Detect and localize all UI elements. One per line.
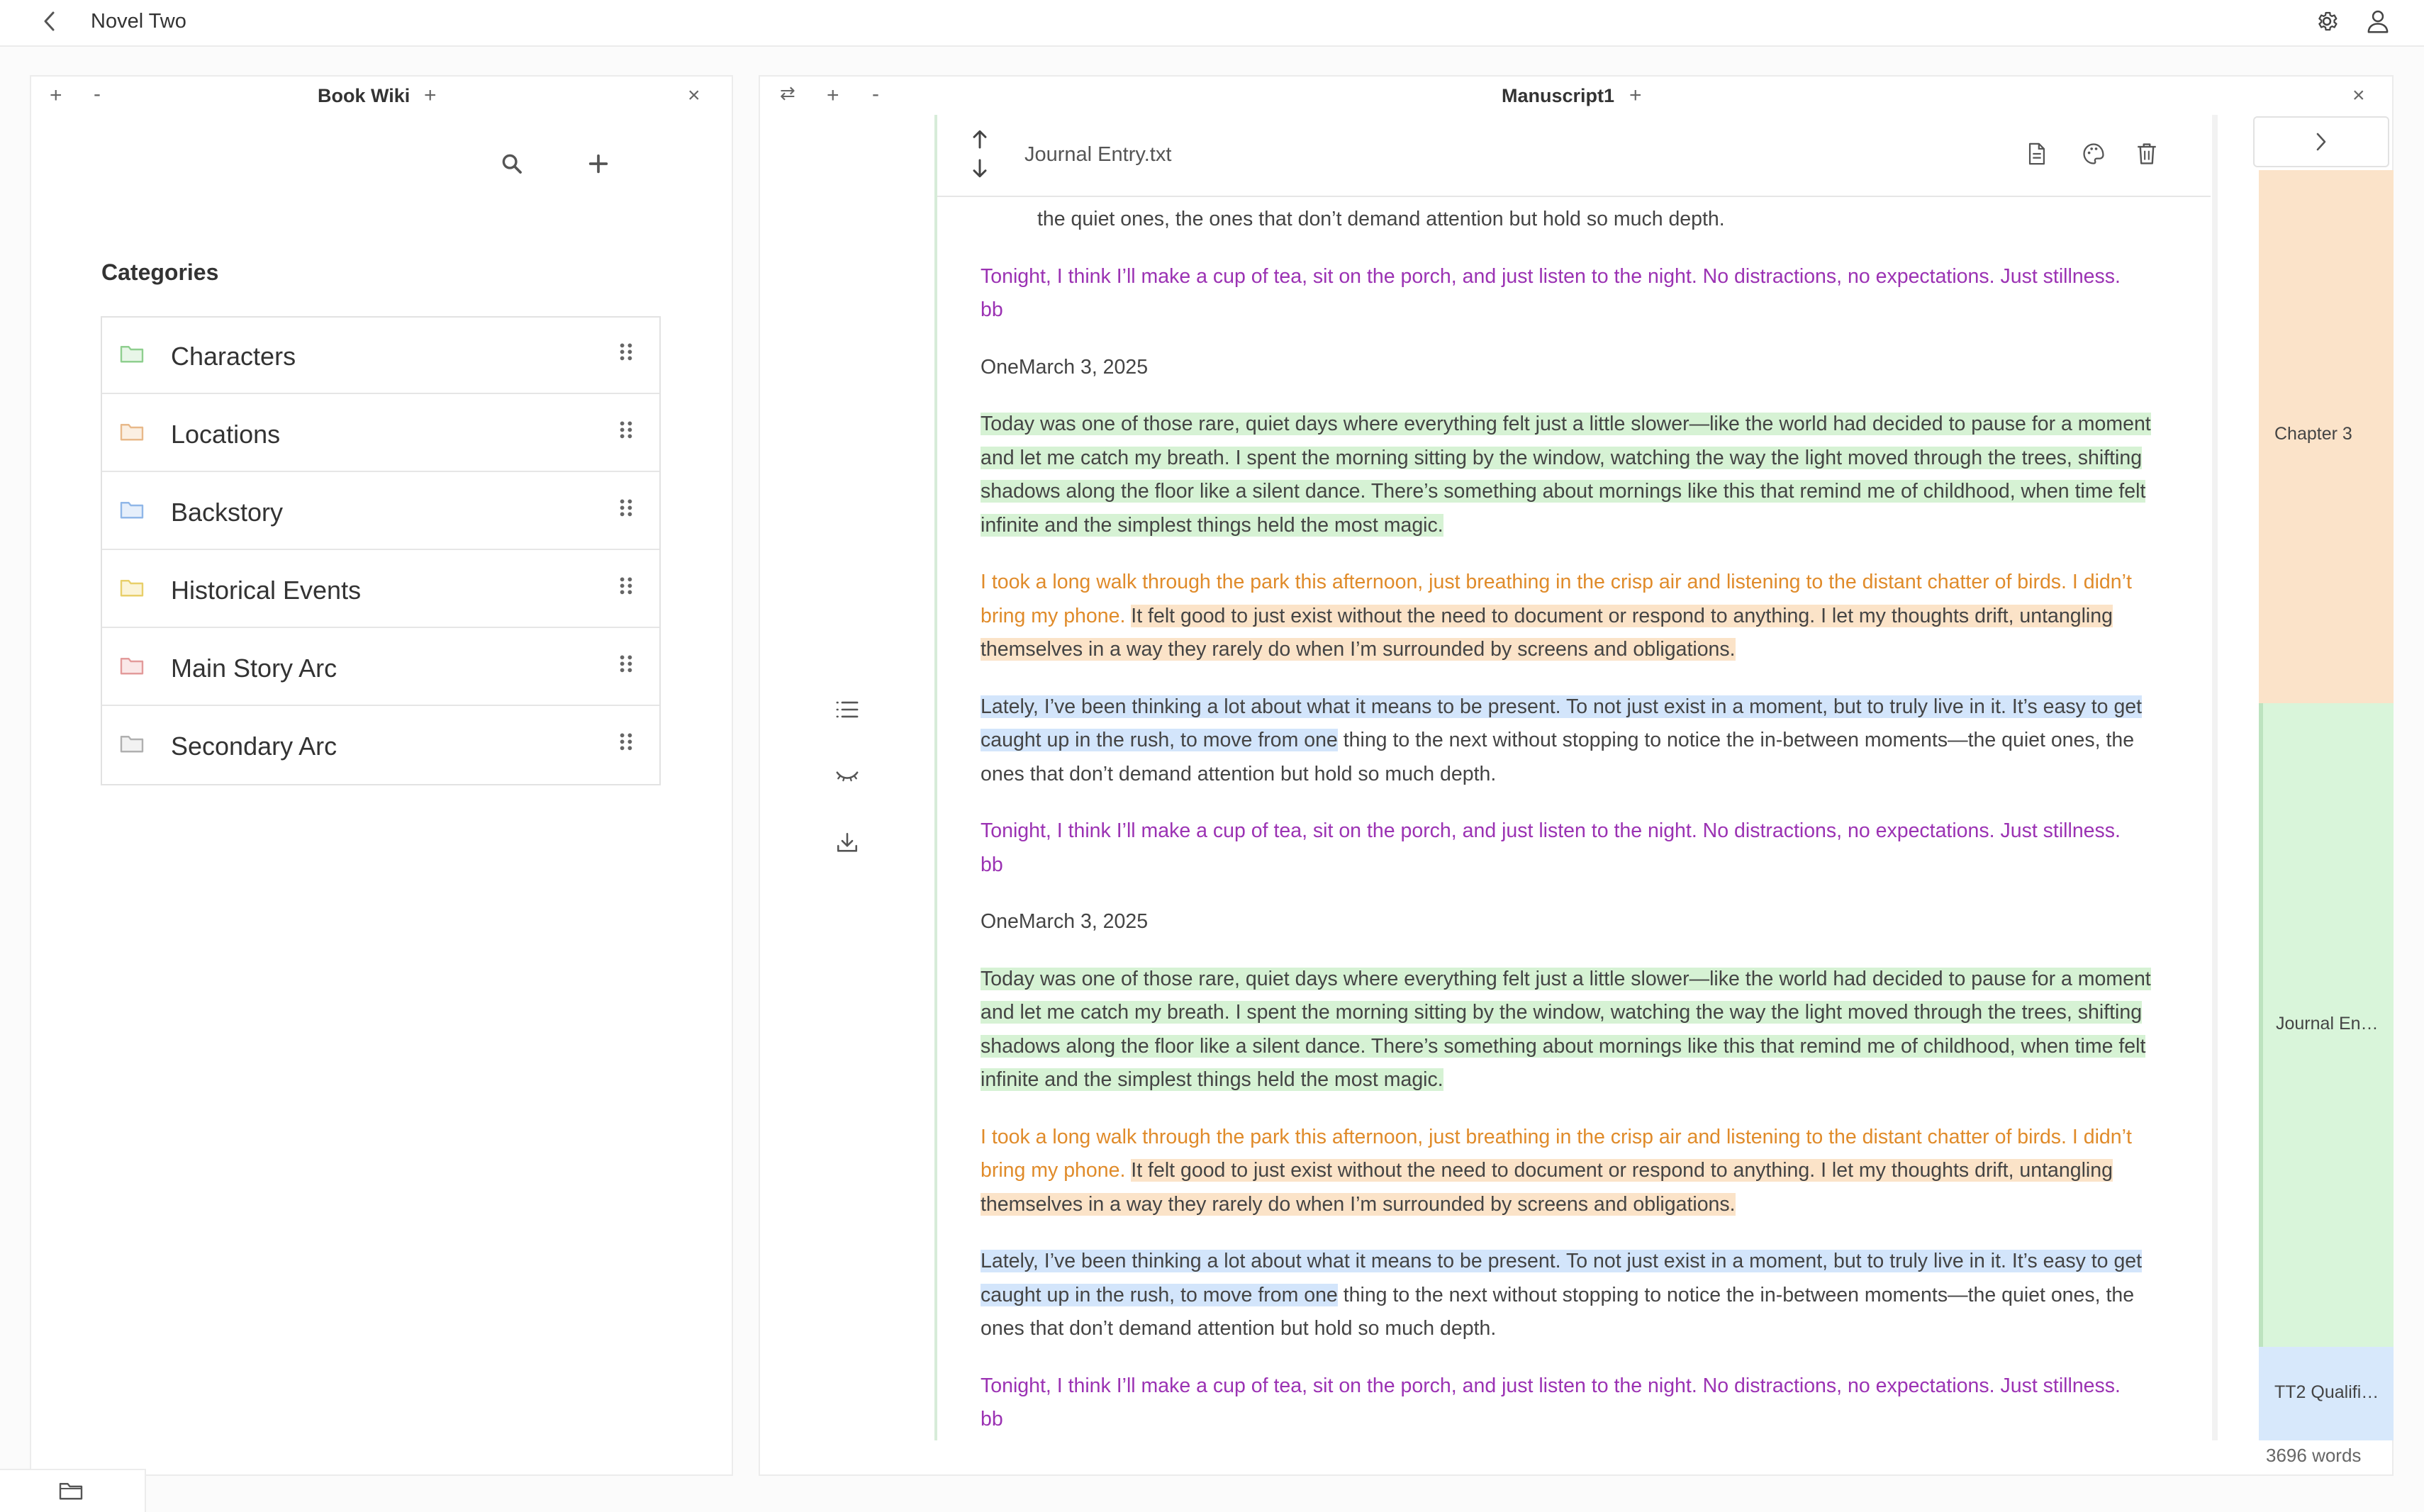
- project-title: Novel Two: [91, 10, 186, 33]
- wiki-search-button[interactable]: [500, 152, 524, 176]
- orange-text: I took a long walk through the park this afternoon, just breathing in the crisp air and listening to the distant chatter of birds. I didn’t bring my phone.: [981, 571, 2132, 627]
- paragraph-text: thing to the next without stopping to notice the in-between moments—the quiet ones, the ones that don’t demand attention but hold so much depth.: [981, 729, 2135, 785]
- chevron-left-icon: [42, 11, 57, 32]
- date-line: OneMarch 3, 2025: [981, 910, 1149, 933]
- list-icon: [835, 699, 859, 720]
- paragraph-text: bb: [981, 298, 1003, 321]
- manuscript-panel-title: Manuscript1: [1502, 85, 1615, 106]
- document-info-button[interactable]: [2026, 142, 2048, 166]
- wiki-add-category-button[interactable]: [586, 152, 610, 176]
- user-icon: [2366, 9, 2390, 34]
- document-icon: [2026, 142, 2048, 166]
- search-icon: [500, 152, 524, 176]
- drag-handle-icon[interactable]: [618, 342, 634, 367]
- paragraph-text: bb: [981, 853, 1003, 876]
- chapter-segment-tt2[interactable]: [2259, 1347, 2394, 1440]
- category-label: Characters: [171, 342, 296, 371]
- paragraph-text: bb: [981, 1408, 1003, 1430]
- folder-icon: [119, 421, 145, 442]
- arrow-down-icon: [970, 157, 990, 180]
- paragraph-text: Tonight, I think I’ll make a cup of tea, sit on the porch, and just listen to the night. No distractions, no expectations. Just stillness.: [981, 264, 2121, 288]
- folder-icon: [119, 499, 145, 520]
- arrow-up-icon: [970, 128, 990, 150]
- chapter-label: TT2 Qualifi…: [2274, 1382, 2379, 1402]
- paragraph-orange: [981, 566, 2157, 667]
- wiki-panel-title: Book Wiki: [318, 85, 410, 106]
- paragraph-green: [981, 963, 2157, 1097]
- color-palette-button[interactable]: [2082, 142, 2106, 166]
- date-line: OneMarch 3, 2025: [981, 355, 1149, 379]
- chapter-segment-journal-entry[interactable]: [2259, 703, 2394, 1347]
- category-label: Main Story Arc: [171, 654, 337, 683]
- move-down-button[interactable]: [970, 157, 990, 180]
- manuscript-close-button[interactable]: ×: [2352, 84, 2365, 107]
- highlight-green: Today was one of those rare, quiet days where everything felt just a little slower—like the world had decided to pause for a moment and let me catch my breath. I spent the morning sitting by the window, watching the way the light moved through the trees, shifting shadows along the floor like a silent dance. There’s something about mornings like this that remind me of childhood, when time felt infinite and the simplest things held the most magic.: [981, 967, 2151, 1091]
- folder-icon: [119, 343, 145, 364]
- categories-heading: Categories: [101, 259, 219, 285]
- wiki-close-button[interactable]: ×: [688, 84, 700, 107]
- back-button[interactable]: [35, 7, 64, 35]
- chapter-sidebar-toggle[interactable]: [2253, 116, 2389, 167]
- category-label: Locations: [171, 420, 281, 449]
- editor-scrollbar[interactable]: [2212, 115, 2218, 1440]
- category-label: Historical Events: [171, 576, 362, 605]
- highlight-blue: Lately, I’ve been thinking a lot about what it means to be present. To not just exist in a moment, but to truly live in it. It’s easy to get caught up in the rush, to move from one: [981, 1250, 2143, 1306]
- folder-icon: [119, 733, 145, 754]
- category-item-backstory[interactable]: [102, 474, 659, 550]
- category-list: [101, 316, 661, 785]
- paragraph-blue: [981, 690, 2157, 792]
- user-account-button[interactable]: [2364, 6, 2392, 37]
- drag-handle-icon[interactable]: [618, 654, 634, 679]
- paragraph-tonight: [981, 260, 2157, 327]
- wiki-remove-pane-button[interactable]: -: [94, 82, 101, 106]
- paragraph-tonight: [981, 814, 2157, 882]
- eye-closed-icon: [835, 767, 859, 784]
- download-button[interactable]: [835, 831, 859, 855]
- chevron-right-icon: [2314, 131, 2328, 152]
- paragraph-text: Tonight, I think I’ll make a cup of tea, sit on the porch, and just listen to the night. No distractions, no expectations. Just stillness.: [981, 1374, 2121, 1397]
- category-item-secondary-arc[interactable]: [102, 707, 659, 784]
- files-button[interactable]: [58, 1480, 84, 1501]
- category-item-historical-events[interactable]: [102, 551, 659, 628]
- editor-text-area[interactable]: [981, 196, 2157, 1436]
- gear-icon: [2315, 9, 2339, 33]
- chapter-segment-chapter-3[interactable]: [2259, 170, 2394, 703]
- paragraph-orange: [981, 1121, 2157, 1222]
- folder-icon: [119, 655, 145, 676]
- chapter-label: Journal En…: [2276, 1014, 2379, 1034]
- drag-handle-icon[interactable]: [618, 732, 634, 757]
- paragraph-tonight: [981, 1370, 2157, 1437]
- palette-icon: [2082, 142, 2106, 166]
- category-label: Secondary Arc: [171, 732, 337, 761]
- paragraph-green: [981, 408, 2157, 542]
- highlight-green: Today was one of those rare, quiet days where everything felt just a little slower—like the world had decided to pause for a moment and let me catch my breath. I spent the morning sitting by the window, watching the way the light moved through the trees, shifting shadows along the floor like a silent dance. There’s something about mornings like this that remind me of childhood, when time felt infinite and the simplest things held the most magic.: [981, 413, 2151, 537]
- file-name: Journal Entry.txt: [1024, 143, 1172, 166]
- text-line: the quiet ones, the ones that don’t demand attention but hold so much depth.: [1037, 208, 1725, 230]
- plus-icon: [586, 152, 610, 176]
- paragraph-text: Tonight, I think I’ll make a cup of tea, sit on the porch, and just listen to the night. No distractions, no expectations. Just stillness.: [981, 819, 2121, 842]
- trash-icon: [2135, 142, 2158, 166]
- category-label: Backstory: [171, 498, 284, 527]
- paragraph-blue: [981, 1245, 2157, 1346]
- manuscript-add-button[interactable]: +: [1629, 84, 1642, 107]
- folder-icon: [119, 577, 145, 598]
- manuscript-remove-pane-button[interactable]: -: [872, 82, 879, 106]
- chapter-label: Chapter 3: [2274, 424, 2352, 444]
- highlight-orange: It felt good to just exist without the need to document or respond to anything. I let my thoughts drift, untangling themselves in a way they rarely do when I’m surrounded by screens and obligations.: [981, 1159, 2113, 1216]
- swap-panes-button[interactable]: ⇄: [780, 82, 795, 103]
- word-count: 3696 words: [2266, 1445, 2362, 1466]
- paragraph-text: thing to the next without stopping to notice the in-between moments—the quiet ones, the ones that don’t demand attention but hold so much depth.: [981, 1283, 2135, 1340]
- category-item-locations[interactable]: [102, 396, 659, 472]
- highlight-orange: It felt good to just exist without the need to document or respond to anything. I let my thoughts drift, untangling themselves in a way they rarely do when I’m surrounded by screens and obligations.: [981, 604, 2113, 661]
- manuscript-add-pane-button[interactable]: +: [827, 84, 839, 107]
- top-bar: [0, 0, 2424, 47]
- outline-button[interactable]: [835, 699, 859, 720]
- folder-icon: [58, 1480, 84, 1501]
- orange-text: I took a long walk through the park this afternoon, just breathing in the crisp air and listening to the distant chatter of birds. I didn’t bring my phone.: [981, 1125, 2132, 1182]
- delete-button[interactable]: [2135, 142, 2158, 166]
- download-icon: [835, 831, 859, 855]
- wiki-add-pane-button[interactable]: +: [50, 84, 62, 107]
- drag-handle-icon[interactable]: [618, 498, 634, 523]
- drag-handle-icon[interactable]: [618, 420, 634, 445]
- toggle-visibility-button[interactable]: [835, 767, 859, 784]
- category-item-main-story-arc[interactable]: [102, 629, 659, 706]
- move-up-button[interactable]: [970, 128, 990, 150]
- category-item-characters[interactable]: [102, 318, 659, 394]
- highlight-blue: Lately, I’ve been thinking a lot about what it means to be present. To not just exist in a moment, but to truly live in it. It’s easy to get caught up in the rush, to move from one: [981, 695, 2143, 751]
- settings-button[interactable]: [2313, 7, 2341, 35]
- wiki-add-button[interactable]: +: [424, 84, 437, 107]
- drag-handle-icon[interactable]: [618, 576, 634, 601]
